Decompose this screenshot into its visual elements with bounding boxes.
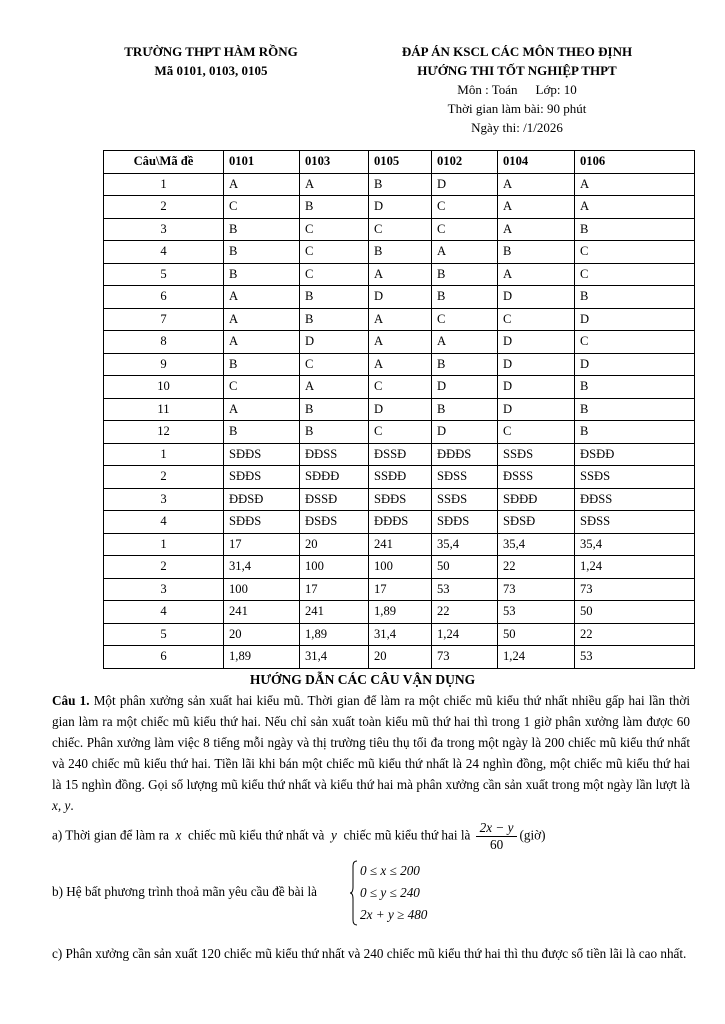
answer-cell: 35,4 <box>498 533 575 556</box>
answer-cell: D <box>498 376 575 399</box>
column-header: Câu\Mã đề <box>104 151 224 174</box>
question-number-cell: 2 <box>104 196 224 219</box>
answer-cell: 100 <box>369 556 432 579</box>
answer-cell: A <box>432 331 498 354</box>
answer-cell: A <box>498 173 575 196</box>
answer-cell: 17 <box>224 533 300 556</box>
column-header: 0106 <box>575 151 695 174</box>
answer-cell: SĐĐĐ <box>300 466 369 489</box>
table-row <box>104 421 695 444</box>
question-number-cell: 6 <box>104 646 224 669</box>
answer-cell: 53 <box>575 646 695 669</box>
subject-grade-line <box>372 80 662 99</box>
answer-cell: 50 <box>432 556 498 579</box>
answer-cell: 50 <box>498 623 575 646</box>
answer-cell: 35,4 <box>432 533 498 556</box>
question-number-cell: 3 <box>104 578 224 601</box>
answer-cell: D <box>498 286 575 309</box>
answer-cell: D <box>498 398 575 421</box>
question-number-cell: 9 <box>104 353 224 376</box>
table-row <box>104 353 695 376</box>
question-number-cell: 4 <box>104 601 224 624</box>
answer-cell: SĐĐS <box>224 466 300 489</box>
answer-cell: 1,24 <box>498 646 575 669</box>
answer-cell: B <box>432 353 498 376</box>
answer-cell: 50 <box>575 601 695 624</box>
answer-cell: SĐĐĐ <box>498 488 575 511</box>
answer-cell: C <box>300 263 369 286</box>
answer-cell: 53 <box>498 601 575 624</box>
exam-title-line2: HƯỚNG THI TỐT NGHIỆP THPT <box>417 63 617 78</box>
answer-cell: B <box>369 173 432 196</box>
statement-a <box>52 820 545 853</box>
table-row <box>104 646 695 669</box>
inequality-1: 0 ≤ x ≤ 200 <box>360 863 420 878</box>
table-row <box>104 308 695 331</box>
answer-cell: SSĐS <box>498 443 575 466</box>
table-row <box>104 578 695 601</box>
answer-cell: A <box>575 196 695 219</box>
fraction-numerator: 2x − y <box>476 820 518 837</box>
column-header: 0104 <box>498 151 575 174</box>
answer-cell: C <box>300 241 369 264</box>
answer-cell: A <box>498 263 575 286</box>
answer-cell: A <box>369 353 432 376</box>
table-row <box>104 488 695 511</box>
answer-cell: A <box>300 173 369 196</box>
answer-cell: 22 <box>575 623 695 646</box>
duration: Thời gian làm bài: 90 phút <box>447 101 587 116</box>
answer-cell: D <box>300 331 369 354</box>
column-header: 0105 <box>369 151 432 174</box>
answer-cell: 1,24 <box>575 556 695 579</box>
table-row <box>104 466 695 489</box>
table-row <box>104 331 695 354</box>
answer-cell: D <box>498 331 575 354</box>
answer-cell: ĐĐSS <box>575 488 695 511</box>
question-number-cell: 5 <box>104 623 224 646</box>
answer-cell: A <box>498 218 575 241</box>
answer-cell: 17 <box>369 578 432 601</box>
answer-cell: A <box>224 173 300 196</box>
exam-date: Ngày thi: /1/2026 <box>471 120 563 135</box>
answer-cell: B <box>300 308 369 331</box>
answer-cell: D <box>575 308 695 331</box>
question-number-cell: 7 <box>104 308 224 331</box>
answer-cell: B <box>575 376 695 399</box>
statement-a-part2: chiếc mũ kiểu thứ nhất và <box>188 827 325 843</box>
time-unit: (giờ) <box>519 827 546 843</box>
time-fraction <box>476 820 518 853</box>
answer-cell: A <box>300 376 369 399</box>
column-header: 0102 <box>432 151 498 174</box>
question-1-label: Câu 1. <box>52 693 90 708</box>
answer-cell: C <box>575 263 695 286</box>
answer-cell: C <box>498 308 575 331</box>
answer-cell: B <box>432 398 498 421</box>
answer-cell: B <box>224 218 300 241</box>
statement-b: b) Hệ bất phương trình thoả mãn yêu cầu đề bài là <box>52 884 317 899</box>
table-row <box>104 398 695 421</box>
question-number-cell: 12 <box>104 421 224 444</box>
answer-cell: B <box>575 218 695 241</box>
school-name: TRƯỜNG THPT HÀM RỒNG <box>124 44 298 59</box>
column-header: 0101 <box>224 151 300 174</box>
answer-cell: B <box>300 398 369 421</box>
answer-cell: ĐSSĐ <box>300 488 369 511</box>
question-number-cell: 8 <box>104 331 224 354</box>
table-row <box>104 241 695 264</box>
table-row <box>104 173 695 196</box>
answer-cell: 100 <box>300 556 369 579</box>
answer-cell: C <box>300 218 369 241</box>
answer-cell: A <box>369 308 432 331</box>
question-number-cell: 1 <box>104 533 224 556</box>
answer-cell: D <box>432 421 498 444</box>
table-row <box>104 196 695 219</box>
statement-a-part3: chiếc mũ kiểu thứ hai là <box>343 827 471 843</box>
table-row <box>104 263 695 286</box>
question-1-text <box>52 690 690 816</box>
answer-cell: 17 <box>300 578 369 601</box>
question-number-cell: 2 <box>104 466 224 489</box>
answer-cell: SĐSĐ <box>498 511 575 534</box>
exam-codes: Mã 0101, 0103, 0105 <box>154 63 268 78</box>
inequality-3: 2x + y ≥ 480 <box>360 907 428 922</box>
answer-cell: SĐĐS <box>224 511 300 534</box>
answer-cell: ĐĐSS <box>300 443 369 466</box>
answer-cell: A <box>224 331 300 354</box>
question-1-body: Một phân xưởng sản xuất hai kiểu mũ. Thời gian để làm ra một chiếc mũ kiểu thứ nhất nhiều gấp hai lần thời gian làm ra một chiếc mũ kiểu thứ hai. Nếu chỉ sản xuất toàn kiểu mũ thứ hai thì trong 1 giờ phân xưởng làm được 60 chiếc. Phân xưởng làm việc 8 tiếng mỗi ngày và thị trường tiêu thụ tối đa trong một ngày là 200 chiếc mũ kiểu thứ nhất và 240 chiếc mũ kiểu thứ hai. Tiền lãi khi bán một chiếc mũ kiểu thứ nhất là 24 nghìn đồng, một chiếc mũ kiểu thứ hai là 15 nghìn đồng. Gọi số lượng mũ kiểu thứ nhất và kiểu thứ hai mà phân xưởng cần sản xuất trong một ngày lần lượt là <box>52 693 690 792</box>
table-row <box>104 533 695 556</box>
question-number-cell: 11 <box>104 398 224 421</box>
answer-cell: B <box>300 196 369 219</box>
answer-cell: SSĐS <box>432 488 498 511</box>
column-header: 0103 <box>300 151 369 174</box>
statement-a-part1: a) Thời gian để làm ra <box>52 827 169 843</box>
answer-cell: ĐSĐĐ <box>575 443 695 466</box>
answer-cell: ĐĐSĐ <box>224 488 300 511</box>
answer-cell: SĐSS <box>575 511 695 534</box>
answer-cell: C <box>369 218 432 241</box>
answer-cell: C <box>369 376 432 399</box>
answer-cell: C <box>224 196 300 219</box>
answer-cell: C <box>432 196 498 219</box>
question-number-cell: 4 <box>104 241 224 264</box>
left-brace-icon <box>350 860 358 926</box>
question-number-cell: 3 <box>104 488 224 511</box>
question-number-cell: 5 <box>104 263 224 286</box>
answer-cell: B <box>369 241 432 264</box>
answer-cell: ĐSSS <box>498 466 575 489</box>
answer-cell: C <box>300 353 369 376</box>
exam-header <box>372 42 662 137</box>
answer-cell: 22 <box>432 601 498 624</box>
answer-cell: SĐĐS <box>432 511 498 534</box>
table-row <box>104 556 695 579</box>
answer-cell: 22 <box>498 556 575 579</box>
answer-cell: B <box>224 353 300 376</box>
answer-cell: D <box>369 398 432 421</box>
answer-cell: 1,24 <box>432 623 498 646</box>
table-header-row <box>104 151 695 174</box>
answer-cell: B <box>575 398 695 421</box>
table-row <box>104 443 695 466</box>
answer-cell: B <box>575 421 695 444</box>
table-body <box>104 173 695 668</box>
fraction-denominator: 60 <box>489 837 504 852</box>
answer-cell: C <box>575 331 695 354</box>
answer-cell: SĐĐS <box>369 488 432 511</box>
answer-cell: A <box>575 173 695 196</box>
answer-cell: 31,4 <box>224 556 300 579</box>
var-x: x <box>175 827 182 843</box>
answer-cell: SSĐS <box>575 466 695 489</box>
question-number-cell: 1 <box>104 443 224 466</box>
answer-cell: B <box>300 421 369 444</box>
table-row <box>104 601 695 624</box>
answer-cell: D <box>369 196 432 219</box>
answer-cell: B <box>575 286 695 309</box>
answer-cell: D <box>498 353 575 376</box>
answer-cell: 241 <box>369 533 432 556</box>
school-header <box>100 42 322 80</box>
answer-cell: 73 <box>432 646 498 669</box>
answer-cell: 31,4 <box>369 623 432 646</box>
exam-title-line1: ĐÁP ÁN KSCL CÁC MÔN THEO ĐỊNH <box>401 44 633 59</box>
statement-c: c) Phân xưởng cần sản xuất 120 chiếc mũ kiểu thứ nhất và 240 chiếc mũ kiểu thứ hai thì thu được số tiền lãi là cao nhất. <box>52 946 687 961</box>
guide-title: HƯỚNG DẪN CÁC CÂU VẬN DỤNG <box>249 672 476 687</box>
answer-cell: B <box>432 263 498 286</box>
answer-cell: ĐĐĐS <box>432 443 498 466</box>
answer-cell: D <box>575 353 695 376</box>
answer-table <box>103 150 695 669</box>
answer-cell: 35,4 <box>575 533 695 556</box>
answer-cell: C <box>432 218 498 241</box>
answer-cell: B <box>432 286 498 309</box>
subject: Môn : Toán <box>457 82 518 97</box>
answer-cell: ĐĐĐS <box>369 511 432 534</box>
answer-cell: 31,4 <box>300 646 369 669</box>
answer-cell: A <box>224 286 300 309</box>
answer-cell: B <box>224 241 300 264</box>
answer-cell: 1,89 <box>300 623 369 646</box>
answer-cell: A <box>369 331 432 354</box>
question-1-end: . <box>70 798 74 813</box>
answer-cell: 100 <box>224 578 300 601</box>
answer-cell: C <box>498 421 575 444</box>
answer-cell: ĐSSĐ <box>369 443 432 466</box>
question-number-cell: 1 <box>104 173 224 196</box>
answer-cell: C <box>224 376 300 399</box>
grade: Lớp: 10 <box>535 82 577 97</box>
answer-cell: 53 <box>432 578 498 601</box>
question-number-cell: 4 <box>104 511 224 534</box>
answer-cell: ĐSĐS <box>300 511 369 534</box>
answer-cell: 1,89 <box>369 601 432 624</box>
question-number-cell: 3 <box>104 218 224 241</box>
answer-cell: 73 <box>498 578 575 601</box>
table-row <box>104 623 695 646</box>
answer-cell: A <box>498 196 575 219</box>
answer-cell: 241 <box>300 601 369 624</box>
answer-cell: D <box>369 286 432 309</box>
table-row <box>104 376 695 399</box>
answer-cell: A <box>432 241 498 264</box>
answer-cell: SSĐĐ <box>369 466 432 489</box>
answer-cell: 20 <box>300 533 369 556</box>
answer-cell: D <box>432 376 498 399</box>
question-1-vars: x, y <box>52 798 71 813</box>
question-number-cell: 10 <box>104 376 224 399</box>
answer-cell: 73 <box>575 578 695 601</box>
answer-cell: B <box>224 421 300 444</box>
answer-cell: 20 <box>369 646 432 669</box>
answer-cell: A <box>224 398 300 421</box>
question-number-cell: 6 <box>104 286 224 309</box>
answer-cell: A <box>369 263 432 286</box>
answer-cell: 20 <box>224 623 300 646</box>
table-row <box>104 511 695 534</box>
answer-cell: A <box>224 308 300 331</box>
answer-cell: C <box>432 308 498 331</box>
var-y: y <box>331 827 337 843</box>
answer-cell: B <box>224 263 300 286</box>
answer-cell: 1,89 <box>224 646 300 669</box>
answer-cell: SĐĐS <box>224 443 300 466</box>
table-row <box>104 218 695 241</box>
table-row <box>104 286 695 309</box>
answer-cell: C <box>369 421 432 444</box>
answer-cell: 241 <box>224 601 300 624</box>
answer-cell: SĐSS <box>432 466 498 489</box>
answer-cell: B <box>300 286 369 309</box>
answer-cell: B <box>498 241 575 264</box>
answer-cell: C <box>575 241 695 264</box>
question-number-cell: 2 <box>104 556 224 579</box>
answer-cell: D <box>432 173 498 196</box>
inequality-2: 0 ≤ y ≤ 240 <box>360 885 420 900</box>
